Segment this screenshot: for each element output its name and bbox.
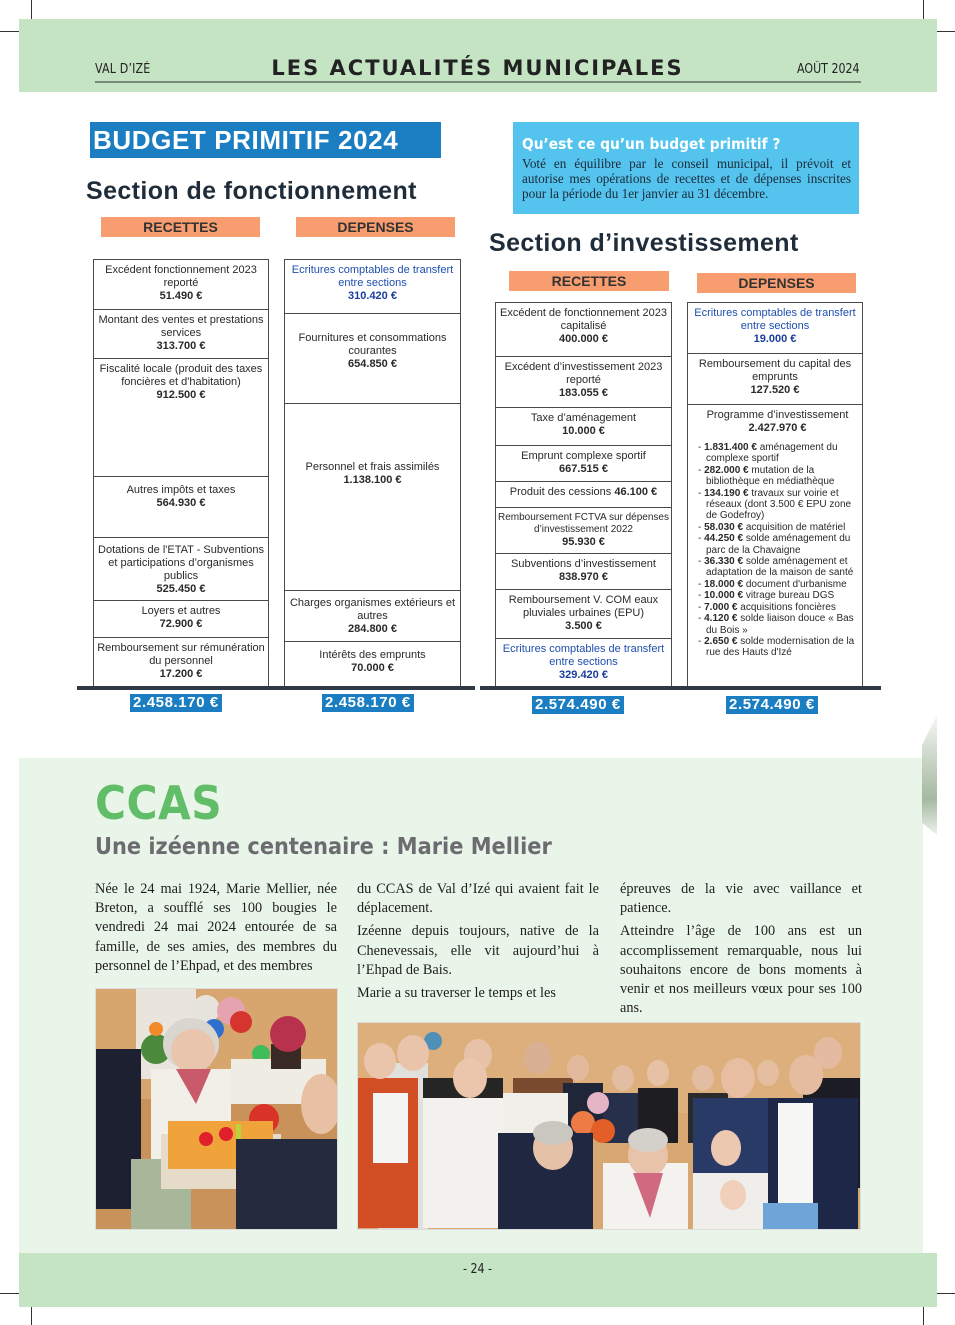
programme-detail-text: solde liaison douce « Bas du Bois » [706, 613, 854, 636]
programme-detail-item: - 7.000 € acquisitions foncières [698, 601, 836, 613]
crop-mark [0, 1293, 19, 1294]
invest-recette-item [495, 507, 672, 554]
section-investissement-title: Section d’investissement [489, 229, 799, 257]
item-amount: 564.930 € [156, 497, 206, 509]
item-amount: 667.515 € [559, 463, 608, 475]
fonct-depense-item [284, 313, 461, 404]
item-amount: 17.200 € [159, 668, 203, 680]
crop-mark [936, 31, 955, 32]
fonct-base-line [77, 686, 475, 690]
fonct-depense-item [284, 641, 461, 687]
budget-title: BUDGET PRIMITIF 2024 [90, 122, 441, 158]
programme-detail-text: solde aménagement et adaptation de la maison de santé [706, 556, 854, 579]
programme-detail-item: - 10.000 € vitrage bureau DGS [698, 590, 835, 602]
invest-depense-item [687, 353, 863, 405]
invest-recette-item [495, 589, 672, 639]
item-label: Excédent d’investissement 2023 reporté [504, 361, 663, 386]
fonct-recette-item [93, 476, 269, 538]
photo-birthday-cake [95, 988, 338, 1230]
programme-detail-amount: 282.000 € [704, 464, 749, 476]
item-label: Programme d’investissement [706, 409, 849, 421]
item-amount: 3.500 € [565, 620, 602, 632]
item-label: Ecritures comptables de transfert entre sections [502, 643, 665, 668]
item-label: Loyers et autres [141, 605, 221, 617]
programme-detail-amount: 18.000 € [704, 578, 744, 590]
item-amount: 51.490 € [159, 290, 203, 302]
programme-detail-text: aménagement du complexe sportif [706, 442, 838, 465]
item-label: Ecritures comptables de transfert entre sections [291, 264, 454, 289]
adjacent-page-photo-edge [922, 715, 937, 835]
item-label: Dotations de l'ETAT - Subventions et participations d’organismes publics [98, 544, 264, 582]
crop-mark [923, 0, 924, 19]
photo-group [357, 1022, 861, 1230]
item-amount: 525.450 € [156, 583, 206, 595]
programme-detail-amount: 58.030 € [704, 521, 744, 533]
fonct-recette-item [93, 600, 269, 638]
programme-detail-item: - 44.250 € solde aménagement du parc de la Chavaigne [698, 533, 851, 556]
header-title: LES ACTUALITÉS MUNICIPALES [271, 56, 684, 80]
item-amount: 70.000 € [351, 662, 394, 674]
section-fonctionnement-title: Section de fonctionnement [86, 177, 417, 205]
invest-recette-item [495, 356, 672, 408]
programme-detail-text: document d'urbanisme [743, 578, 847, 590]
info-box [513, 122, 859, 214]
invest-base-line [480, 686, 881, 690]
info-box-title: Qu’est ce qu’un budget primitif ? [522, 135, 781, 153]
fonct-recettes-header: RECETTES [101, 217, 260, 237]
programme-detail-text: mutation de la bibliothèque en médiathèque [706, 464, 835, 488]
crop-mark [936, 1293, 955, 1294]
programme-detail-item: - 18.000 € document d'urbanisme [698, 578, 847, 590]
item-amount: 400.000 € [559, 333, 608, 345]
item-label: Excédent fonctionnement 2023 reporté [105, 264, 257, 289]
item-label: Intérêts des emprunts [319, 649, 426, 661]
invest-recettes-header: RECETTES [509, 271, 669, 291]
fonct-recette-item [93, 637, 269, 687]
fonct-depense-item [284, 259, 461, 314]
item-amount: 912.500 € [156, 389, 206, 401]
article-column-3 [620, 880, 862, 1022]
programme-detail-amount: 134.190 € [704, 487, 749, 499]
item-amount: 19.000 € [753, 333, 797, 345]
invest-recette-item [495, 445, 672, 482]
programme-detail-text: travaux sur voirie et réseaux (dont 3.500 € EPU zone de Godefroy) [706, 487, 852, 522]
fonct-depenses-total: 2.458.170 € [322, 694, 414, 712]
programme-detail-text: acquisitions foncières [737, 601, 836, 613]
item-label: Produit des cessions [509, 486, 612, 498]
article-paragraph: Atteindre l’âge de 100 ans est un accomplissement remarquable, nous lui souhaitons encore de bons moments à venir et nos meilleurs vœux pour ses 100 ans. [620, 923, 862, 1017]
invest-depense-item [687, 302, 863, 354]
programme-detail-item: - 58.030 € acquisition de matériel [698, 521, 846, 533]
programme-detail-item: - 4.120 € solde liaison douce « Bas du Bois » [698, 613, 854, 636]
programme-detail-amount: 2.650 € [704, 635, 738, 647]
item-label: Fiscalité locale (produit des taxes foncières et d'habitation) [99, 363, 263, 388]
item-amount: 72.900 € [159, 618, 203, 630]
item-amount: 654.850 € [348, 358, 397, 370]
invest-recette-item [495, 481, 672, 508]
item-amount: 95.930 € [562, 536, 605, 548]
invest-depenses-total: 2.574.490 € [726, 696, 818, 714]
fonct-recette-item [93, 358, 269, 477]
item-label: Remboursement du capital des emprunts [698, 358, 852, 383]
article-paragraph: Izéenne depuis toujours, native de la Chenevessais, elle vit aujourd’hui à l’Ehpad de Bais. [357, 923, 599, 978]
item-label: Remboursement FCTVA sur dépenses d’investissement 2022 [497, 512, 669, 535]
item-label: Personnel et frais assimilés [305, 461, 440, 473]
article-paragraph: Née le 24 mai 1924, Marie Mellier, née Breton, a soufflé ses 100 bougies le vendredi 24 mai 2024 entourée de sa famille, de ses amies, des membres du personnel de l’Ehpad, et des membres [95, 881, 337, 974]
item-label: Remboursement sur rémunération du personnel [97, 642, 265, 667]
item-amount: 313.700 € [156, 340, 206, 352]
invest-recette-item [495, 638, 672, 688]
item-amount: 329.420 € [559, 669, 608, 681]
fonct-recettes-total: 2.458.170 € [130, 694, 222, 712]
photo-birthday-cake-image [96, 989, 338, 1230]
programme-detail-item: - 2.650 € solde modernisation de la rue des Hauts d'Izé [698, 635, 855, 659]
item-label: Ecritures comptables de transfert entre sections [694, 307, 856, 332]
ccas-title: CCAS [95, 776, 223, 830]
article-paragraph: épreuves de la vie avec vaillance et patience. [620, 881, 862, 917]
programme-detail-amount: 36.330 € [704, 556, 744, 568]
programme-detail-item: - 1.831.400 € aménagement du complexe sportif [698, 442, 838, 465]
item-amount: 310.420 € [348, 290, 397, 302]
programme-detail-amount: 10.000 € [704, 590, 744, 602]
item-label: Subventions d’investissement [511, 558, 656, 570]
invest-depense-programme [687, 404, 863, 688]
article-column-1 [95, 880, 337, 980]
invest-recette-item [495, 407, 672, 446]
item-amount: 10.000 € [562, 425, 605, 437]
photo-group-image [358, 1023, 861, 1230]
info-box-text: Voté en équilibre par le conseil municipal, il prévoit et autorise mes opérations de recettes et de dépenses inscrites pour la période du 1er janvier au 31 décembre. [522, 156, 851, 201]
invest-recette-item [495, 302, 672, 357]
item-label: Fournitures et consommations courantes [298, 332, 447, 357]
programme-detail-text: solde modernisation de la rue des Hauts d'Izé [706, 635, 855, 659]
page-number: - 24 - [462, 1262, 493, 1277]
invest-depenses-header: DEPENSES [697, 273, 856, 293]
invest-recette-item [495, 553, 672, 590]
fonct-recette-item [93, 309, 269, 359]
article-paragraph: Marie a su traverser le temps et les [357, 985, 556, 1002]
programme-detail-amount: 4.120 € [704, 613, 738, 625]
programme-detail-item: - 134.190 € travaux sur voirie et réseaux (dont 3.500 € EPU zone de Godefroy) [698, 487, 852, 522]
programme-detail-text: solde aménagement du parc de la Chavaigne [706, 533, 851, 556]
programme-detail-text: vitrage bureau DGS [743, 590, 835, 602]
programme-detail-amount: 1.831.400 € [704, 442, 757, 453]
programme-detail-text: acquisition de matériel [743, 521, 846, 533]
item-label: Taxe d’aménagement [530, 412, 637, 424]
item-label: Charges organismes extérieurs et autres [289, 597, 456, 622]
article-paragraph: du CCAS de Val d’Izé qui avaient fait le déplacement. [357, 881, 599, 917]
fonct-depenses-header: DEPENSES [296, 217, 455, 237]
item-amount: 46.100 € [614, 486, 658, 498]
item-amount: 284.800 € [348, 623, 397, 635]
item-label: Montant des ventes et prestations services [98, 314, 264, 339]
programme-detail-item: - 36.330 € solde aménagement et adaptation de la maison de santé [698, 556, 854, 579]
header-rule [95, 81, 861, 83]
item-amount: 838.970 € [559, 571, 608, 583]
item-label: Emprunt complexe sportif [521, 450, 646, 462]
crop-mark [31, 1306, 32, 1325]
programme-detail-item: - 282.000 € mutation de la bibliothèque en médiathèque [698, 464, 835, 488]
article-column-2 [357, 880, 599, 1007]
programme-detail-amount: 7.000 € [704, 601, 738, 613]
item-label: Excédent de fonctionnement 2023 capitalisé [500, 307, 667, 332]
fonct-depense-item [284, 590, 461, 642]
programme-detail-amount: 44.250 € [704, 533, 744, 545]
programme-details-list [698, 442, 857, 659]
invest-recettes-total: 2.574.490 € [532, 696, 624, 714]
item-amount: 2.427.970 € [748, 422, 807, 434]
crop-mark [923, 1306, 924, 1325]
item-amount: 183.055 € [559, 387, 608, 399]
header-town: VAL D’IZÉ [95, 62, 151, 77]
item-label: Remboursement V. COM eaux pluviales urbaines (EPU) [508, 594, 659, 619]
fonct-recette-item [93, 537, 269, 601]
crop-mark [0, 31, 19, 32]
crop-mark [31, 0, 32, 19]
fonct-recette-item [93, 259, 269, 310]
fonct-depense-item [284, 403, 461, 591]
header-date: AOÛT 2024 [797, 62, 860, 77]
item-amount: 1.138.100 € [343, 474, 402, 486]
item-amount: 127.520 € [750, 384, 800, 396]
item-label: Autres impôts et taxes [126, 484, 236, 496]
ccas-subtitle: Une izéenne centenaire : Marie Mellier [95, 834, 552, 860]
